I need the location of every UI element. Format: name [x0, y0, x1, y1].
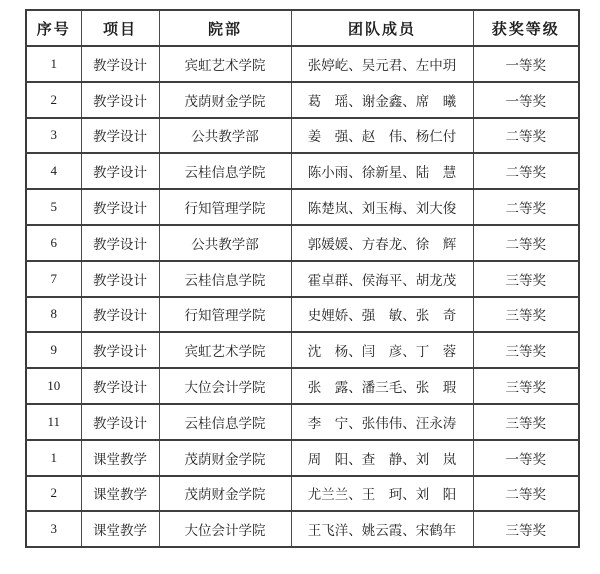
- cell-department: 公共教学部: [159, 225, 291, 261]
- cell-team-members: 张 露、潘三毛、张 瑕: [291, 368, 473, 404]
- col-header-team: 团队成员: [291, 10, 473, 46]
- cell-award-level: 三等奖: [473, 332, 579, 368]
- cell-team-members: 霍卓群、侯海平、胡龙茂: [291, 261, 473, 297]
- cell-award-level: 二等奖: [473, 118, 579, 154]
- cell-team-members: 陈楚岚、刘玉梅、刘大俊: [291, 189, 473, 225]
- cell-index: 2: [26, 82, 81, 118]
- table-row: [26, 511, 579, 547]
- cell-team-members: 周 阳、查 静、刘 岚: [291, 440, 473, 476]
- cell-award-level: 三等奖: [473, 404, 579, 440]
- table-row: [26, 368, 579, 404]
- cell-index: 1: [26, 440, 81, 476]
- col-header-index: 序号: [26, 10, 81, 46]
- table-row: [26, 261, 579, 297]
- cell-project: 教学设计: [81, 46, 159, 82]
- cell-team-members: 姜 强、赵 伟、杨仁付: [291, 118, 473, 154]
- cell-department: 宾虹艺术学院: [159, 332, 291, 368]
- cell-project: 教学设计: [81, 332, 159, 368]
- cell-index: 2: [26, 476, 81, 512]
- cell-award-level: 一等奖: [473, 440, 579, 476]
- cell-department: 茂荫财金学院: [159, 440, 291, 476]
- cell-team-members: 李 宁、张伟伟、汪永涛: [291, 404, 473, 440]
- table-row: [26, 332, 579, 368]
- cell-project: 教学设计: [81, 225, 159, 261]
- cell-award-level: 二等奖: [473, 476, 579, 512]
- cell-department: 云桂信息学院: [159, 404, 291, 440]
- cell-project: 课堂教学: [81, 440, 159, 476]
- cell-project: 教学设计: [81, 261, 159, 297]
- cell-index: 3: [26, 118, 81, 154]
- cell-award-level: 三等奖: [473, 297, 579, 333]
- cell-index: 10: [26, 368, 81, 404]
- table-header-row: [26, 10, 579, 46]
- cell-department: 云桂信息学院: [159, 261, 291, 297]
- cell-project: 教学设计: [81, 118, 159, 154]
- col-header-department: 院部: [159, 10, 291, 46]
- table-body: [26, 46, 579, 547]
- table-row: [26, 440, 579, 476]
- cell-project: 教学设计: [81, 153, 159, 189]
- cell-team-members: 沈 杨、闫 彦、丁 蓉: [291, 332, 473, 368]
- cell-index: 6: [26, 225, 81, 261]
- cell-department: 公共教学部: [159, 118, 291, 154]
- cell-team-members: 张婷屹、吴元君、左中玥: [291, 46, 473, 82]
- cell-index: 3: [26, 511, 81, 547]
- cell-department: 茂荫财金学院: [159, 476, 291, 512]
- cell-project: 教学设计: [81, 189, 159, 225]
- cell-project: 教学设计: [81, 297, 159, 333]
- table-row: [26, 476, 579, 512]
- table-row: [26, 153, 579, 189]
- table-row: [26, 10, 579, 46]
- cell-project: 教学设计: [81, 368, 159, 404]
- cell-award-level: 一等奖: [473, 82, 579, 118]
- cell-department: 云桂信息学院: [159, 153, 291, 189]
- cell-index: 5: [26, 189, 81, 225]
- table-row: [26, 82, 579, 118]
- cell-index: 7: [26, 261, 81, 297]
- cell-department: 茂荫财金学院: [159, 82, 291, 118]
- cell-project: 课堂教学: [81, 476, 159, 512]
- cell-team-members: 尤兰兰、王 珂、刘 阳: [291, 476, 473, 512]
- cell-award-level: 二等奖: [473, 153, 579, 189]
- cell-award-level: 三等奖: [473, 511, 579, 547]
- cell-award-level: 二等奖: [473, 225, 579, 261]
- cell-index: 8: [26, 297, 81, 333]
- table-row: [26, 118, 579, 154]
- cell-index: 4: [26, 153, 81, 189]
- cell-department: 大位会计学院: [159, 511, 291, 547]
- table-row: [26, 189, 579, 225]
- cell-index: 11: [26, 404, 81, 440]
- awards-table: [25, 9, 580, 548]
- cell-team-members: 郭媛媛、方春龙、徐 辉: [291, 225, 473, 261]
- cell-award-level: 一等奖: [473, 46, 579, 82]
- cell-team-members: 葛 瑶、谢金鑫、席 曦: [291, 82, 473, 118]
- cell-team-members: 王飞洋、姚云霞、宋鹤年: [291, 511, 473, 547]
- cell-award-level: 二等奖: [473, 189, 579, 225]
- cell-department: 宾虹艺术学院: [159, 46, 291, 82]
- cell-department: 行知管理学院: [159, 297, 291, 333]
- table-row: [26, 297, 579, 333]
- cell-team-members: 史娌娇、强 敏、张 奇: [291, 297, 473, 333]
- col-header-project: 项目: [81, 10, 159, 46]
- cell-index: 9: [26, 332, 81, 368]
- cell-award-level: 三等奖: [473, 368, 579, 404]
- table-row: [26, 46, 579, 82]
- cell-department: 大位会计学院: [159, 368, 291, 404]
- cell-index: 1: [26, 46, 81, 82]
- cell-department: 行知管理学院: [159, 189, 291, 225]
- cell-award-level: 三等奖: [473, 261, 579, 297]
- table-row: [26, 404, 579, 440]
- cell-project: 教学设计: [81, 404, 159, 440]
- col-header-award: 获奖等级: [473, 10, 579, 46]
- cell-team-members: 陈小雨、徐新星、陆 慧: [291, 153, 473, 189]
- table-row: [26, 225, 579, 261]
- cell-project: 教学设计: [81, 82, 159, 118]
- cell-project: 课堂教学: [81, 511, 159, 547]
